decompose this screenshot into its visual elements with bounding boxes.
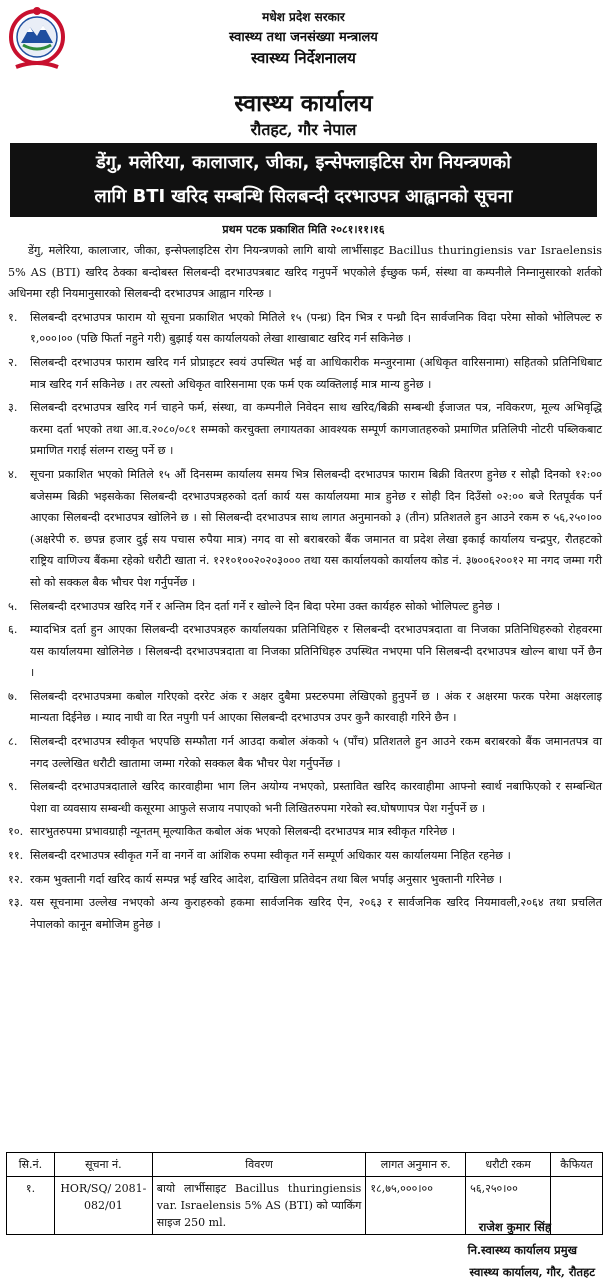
directorate-label: स्वास्थ्य निर्देशनालय	[251, 49, 356, 67]
cell-description: बायो लार्भीसाइट Bacillus thuringiensis var. Israelensis 5% AS (BTI) को प्याकिंग साइज 250 ml.	[152, 1177, 366, 1235]
condition-text: यस सूचनामा उल्लेख नभएको अन्य कुराहरुको हकमा सार्वजनिक खरिद ऐन, २०६३ र सार्वजनिक खरिद नियमावली,२०६४ तथा प्रचलित नेपालको कानून बमोजिम हुनेछ ।	[30, 896, 602, 931]
ministry-label: स्वास्थ्य तथा जनसंख्या मन्त्रालय	[229, 30, 378, 45]
table-header-row	[7, 1153, 603, 1177]
condition-text: सिलबन्दी दरभाउपत्र फाराम खरिद गर्न प्रोप्राइटर स्वयं उपस्थित भई वा आधिकारीक मन्जुरनामा (अधिकृत वारिसनामा) सहितको प्रतिनिधिबाट मात्र खरिद गर्न सकिनेछ । तर त्यस्तो अधिकृत वारिसनामा एक फर्म एक व्यक्तिलाई मात्र मान्य हुनेछ ।	[30, 355, 602, 391]
condition-item	[8, 845, 602, 867]
cell-serial: १.	[7, 1177, 55, 1235]
signatory-name: राजेश कुमार सिंह	[478, 1220, 551, 1234]
condition-number: ८.	[8, 735, 18, 749]
condition-item	[8, 464, 602, 594]
office-title: स्वास्थ्य कार्यालय	[234, 90, 373, 117]
condition-text: सिलबन्दी दरभाउपत्र स्वीकृत भएपछि सम्फौता गर्न आउदा कबोल अंकको ५ (पाँच) प्रतिशतले हुन आउने रकम बराबरको बैंक जमानतपत्र वा नगद उल्लेखित धरौटी खातामा जम्मा गरेको सक्कल बैक भौचर पेश गर्नुपर्नेछ ।	[30, 735, 602, 770]
cell-deposit: ५६,२५०।००	[466, 1177, 551, 1235]
condition-text: सिलबन्दी दरभाउपत्र खरिद गर्ने र अन्तिम दिन दर्ता गर्ने र खोल्ने दिन बिदा परेमा उक्त कार्यहरु सोको भोलिपल्ट हुनेछ ।	[30, 599, 501, 613]
condition-number: ११.	[8, 849, 24, 863]
condition-number: १३.	[8, 896, 24, 910]
condition-text: सिलबन्दी दरभाउपत्रमा कबोल गरिएको दररेट अंक र अक्षर दुबैमा प्रस्टरुपमा लेखिएको हुनुपर्ने छ । अंक र अक्षरमा फरक परेमा अक्षरलाइ मान्यता दिईनेछ । म्याद नाघी वा रित नपुगी पर्न आएका सिलबन्दी दरभाउपत्र उपर कुनै कारवाही गरिने छैन ।	[30, 689, 602, 725]
condition-number: १२.	[8, 872, 24, 886]
condition-number: ९.	[8, 780, 18, 794]
condition-number: २.	[8, 355, 18, 369]
condition-number: १.	[8, 310, 18, 324]
condition-item	[8, 619, 602, 684]
state-government-label: मधेश प्रदेश सरकार	[262, 10, 345, 24]
condition-item	[8, 892, 602, 935]
intro-paragraph: डेंगु, मलेरिया, कालाजार, जीका, इन्सेफ्लाइटिस रोग नियन्त्रणको लागि बायो लार्भीसाइट Bacillus thuringiensis var Israelensis 5% AS (BTI) खरिद ठेक्का बन्दोबस्त सिलबन्दी दरभाउपत्रबाट खरिद गनुपर्ने भएकोले ईच्छुक फर्म, संस्था वा कम्पनीले निम्नानुसारको शर्तको अधिनमा रही नियमानुसारको सिलबन्दी दरभाउपत्र आह्वान गरिन्छ ।	[8, 244, 602, 301]
condition-text: सारभुतरुपमा प्रभावग्राही न्यूनतम् मूल्याकित कबोल अंक भएको सिलबन्दी दरभाउपत्र मात्र स्वीकृत गरिनेछ ।	[30, 825, 456, 839]
condition-number: १०.	[8, 825, 24, 839]
signatory-title: नि.स्वास्थ्य कार्यालय प्रमुख	[467, 1243, 577, 1257]
column-header: विवरण	[152, 1153, 366, 1177]
condition-number: ५.	[8, 599, 18, 613]
column-header: सूचना नं.	[54, 1153, 152, 1177]
cell-remarks	[551, 1177, 603, 1235]
condition-item	[8, 397, 602, 462]
column-header: लागत अनुमान रु.	[366, 1153, 466, 1177]
column-header: कैफियत	[551, 1153, 603, 1177]
condition-number: ३.	[8, 401, 18, 415]
notice-title-banner	[10, 143, 597, 217]
notice-title-line-2: लागि BTI खरिद सम्बन्धि सिलबन्दी दरभाउपत्र आह्वानको सूचना	[94, 186, 513, 207]
condition-item	[8, 352, 602, 395]
column-header: सि.नं.	[7, 1153, 55, 1177]
condition-item	[8, 596, 602, 618]
notice-title-line-1: डेंगु, मलेरिया, कालाजार, जीका, इन्सेफ्लाइटिस रोग नियन्त्रणको	[96, 152, 511, 173]
column-header: धरौटी रकम	[466, 1153, 551, 1177]
condition-text: म्यादभित्र दर्ता हुन आएका सिलबन्दी दरभाउपत्रहरु कार्यालयका प्रतिनिधिहरु र सिलबन्दी दरभाउपत्रदाता वा निजका प्रतिनिधिहरुको रोहवरमा यस कार्यालयमा खोलिनेछ । सिलबन्दी दरभाउपत्रदाता वा निजका प्रतिनिधिहरु उपस्थित नभएमा पनि सिलबन्दी दरभाउपत्र खोल्न बाधा पर्ने छैन ।	[30, 623, 602, 680]
condition-text: सिलबन्दी दरभाउपत्र खरिद गर्न चाहने फर्म, संस्था, वा कम्पनीले निवेदन साथ खरिद/बिक्री सम्बन्धी ईजाजत पत्र, नविकरण, मूल्य अभिवृद्धि करमा दर्ता भएको तथा आ.व.२०८०/०८१ सम्मको करचुक्ता लगायतका आवश्यक सम्पूर्ण कागजातहरुको प्रमाणित प्रतिलिपी नोटरी पब्लिकबाट प्रमाणित गराई संलग्न राख्नु पर्ने छ ।	[30, 401, 602, 458]
condition-item	[8, 869, 602, 891]
condition-item	[8, 821, 602, 843]
condition-text: सिलबन्दी दरभाउपत्र स्वीकृत गर्ने वा नगर्ने वा आंशिक रुपमा स्वीकृत गर्ने सम्पूर्ण अधिकार यस कार्यालयमा निहित रहनेछ ।	[30, 849, 511, 863]
condition-item	[8, 731, 602, 774]
condition-item	[8, 307, 602, 350]
condition-item	[8, 686, 602, 729]
condition-number: ७.	[8, 689, 18, 703]
condition-item	[8, 776, 602, 819]
condition-number: ६.	[8, 623, 18, 637]
condition-number: ४.	[8, 467, 18, 481]
notice-body	[8, 240, 602, 937]
cell-cost-estimate: १८,७५,०००।००	[366, 1177, 466, 1235]
signatory-office: स्वास्थ्य कार्यालय, गौर, रौतहट	[469, 1265, 595, 1279]
condition-text: सिलबन्दी दरभाउपत्र फाराम यो सूचना प्रकाशित भएको मितिले १५ (पन्ध्र) दिन भित्र र पन्ध्रौ दिन सार्वजनिक विदा परेमा सोको भोलिपल्ट रु १,०००।०० (पछि फिर्ता नहुने गरी) बुझाई यस कार्यालयको लेखा शाखाबाट खरिद गर्न सकिनेछ ।	[30, 310, 602, 346]
condition-text: रकम भुक्तानी गर्दा खरिद कार्य सम्पन्न भई खरिद आदेश, दाखिला प्रतिवेदन तथा बिल भर्पाइ अनुसार भुक्तानी गरिनेछ ।	[30, 872, 502, 886]
condition-text: सूचना प्रकाशित भएको मितिले १५ औं दिनसम्म कार्यालय समय भित्र सिलबन्दी दरभाउपत्र फाराम बिक्री वितरण हुनेछ र सोह्रौ दिनको १२:०० बजेसम्म बिक्री भइसकेका सिलबन्दी दरभाउपत्रहरुको दर्ता कार्य यस कार्यालयमा मात्र हुनेछ र सोही दिन दिउँसो ०२:०० बजे रितपूर्वक पर्न आएका सिलबन्दी दरभाउपत्र खोलिने छ । सो सिलबन्दी दरभाउपत्र साथ लागत अनुमानको ३ (तीन) प्रतिशतले हुन आउने रकम रु ५६,२५०।०० (अक्षरेपी रु. छपन्न हजार दुई सय पचास रुपैया मात्र) नगद वा सो बराबरको बैंक जमानत वा प्रदेश लेखा इकाई कार्यालय चन्द्रपुर, रौतहटको राष्ट्रिय वाणिज्य बैंकमा रहेको धरौटी खाता नं. १२१०१००२०२०३००० तथा यस कार्यालयको कार्यालय कोड नं. ३७००६२००१२ मा नगद जम्मा गरी सो को सक्कल बैक भौचर पेश गर्नुपर्नेछ ।	[30, 467, 602, 589]
cell-notice-no: HOR/SQ/ 2081-082/01	[54, 1177, 152, 1235]
publication-date: प्रथम पटक प्रकाशित मिति २०८१।११।१६	[222, 223, 385, 236]
condition-text: सिलबन्दी दरभाउपत्रदाताले खरिद कारवाहीमा भाग लिन अयोग्य नभएको, प्रस्तावित खरिद कारवाहीमा आफ्नो स्वार्थ नबाफिएको र सम्बन्धित पेशा वा व्यवसाय सम्बन्धी कसूरमा आफुले सजाय नपाएको भनी लिखितरुपमा गरेको स्व.घोषणापत्र पेश गर्नुपर्ने छ ।	[30, 780, 602, 815]
office-address: रौतहट, गौर नेपाल	[250, 120, 357, 139]
